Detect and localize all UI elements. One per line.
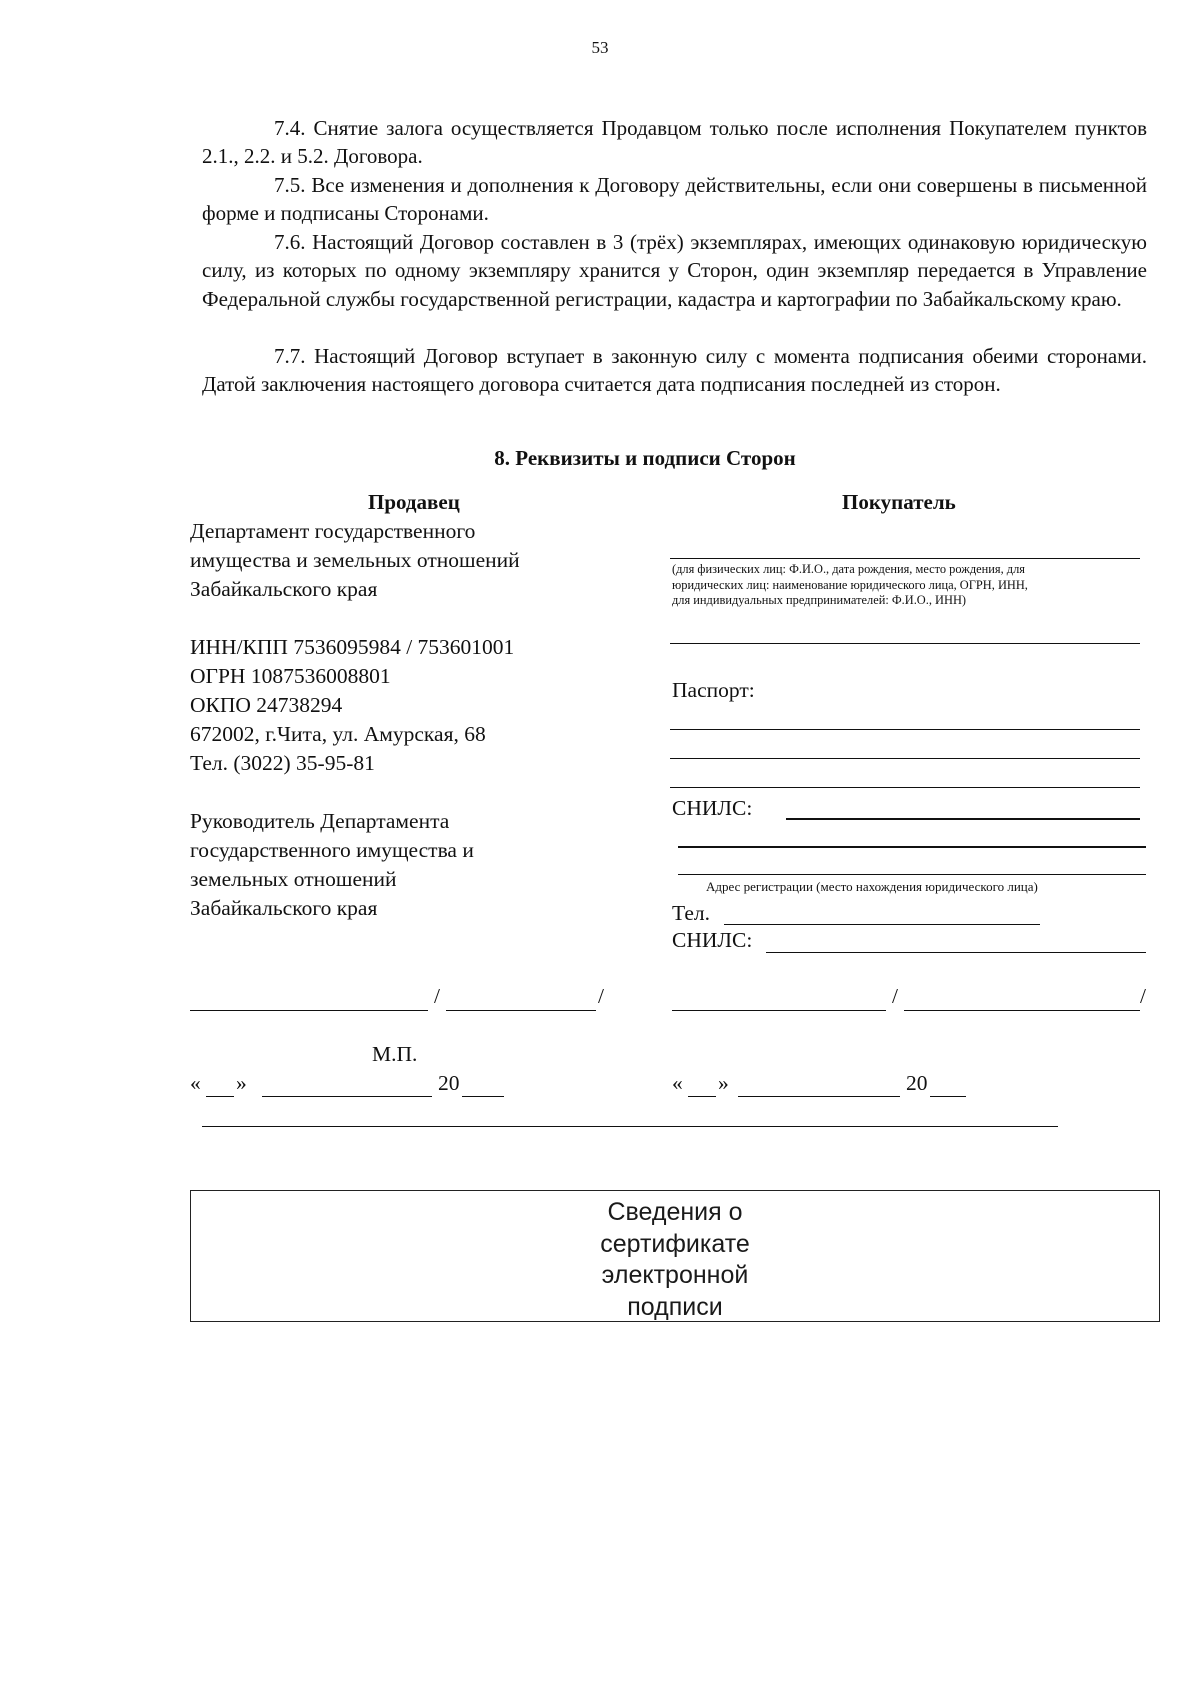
seller-date-open-quote: «: [190, 1071, 201, 1095]
seller-date-year-line: [462, 1096, 504, 1097]
buyer-snils-line-2: [766, 952, 1146, 953]
buyer-signature-slash-end: /: [1140, 984, 1146, 1008]
seller-org-line: имущества и земельных отношений: [190, 548, 520, 572]
seller-phone: Тел. (3022) 35-95-81: [190, 751, 375, 775]
buyer-address-hint: Адрес регистрации (место нахождения юридического лица): [706, 879, 1038, 894]
seller-name-line: [446, 1010, 596, 1011]
buyer-snils-line: [786, 818, 1140, 820]
separator-line: [202, 1126, 1058, 1127]
buyer-snils-label: СНИЛС:: [672, 796, 753, 820]
seller-org-line: Департамент государственного: [190, 519, 476, 543]
clause-7-7: 7.7. Настоящий Договор вступает в законную силу с момента подписания обеими сторонами. Датой заключения настоящего договора считается дата подписания последней из сторон.: [202, 344, 1147, 397]
buyer-date-close-quote: »: [718, 1071, 729, 1095]
seller-date-day-line: [206, 1096, 234, 1097]
buyer-date-day-line: [688, 1096, 716, 1097]
seller-signature-slash-end: /: [598, 984, 604, 1008]
buyer-passport-line: [670, 758, 1140, 759]
seller-heading: Продавец: [368, 490, 460, 514]
buyer-address-line: [678, 874, 1146, 875]
buyer-signature-line: [672, 1010, 886, 1011]
buyer-hint-line: (для физических лиц: Ф.И.О., дата рождения, место рождения, для: [672, 562, 1025, 576]
seller-address: 672002, г.Чита, ул. Амурская, 68: [190, 722, 486, 746]
certificate-line: подписи: [627, 1292, 723, 1321]
buyer-hint-line: для индивидуальных предпринимателей: Ф.И.О., ИНН): [672, 593, 967, 607]
buyer-date-month-line: [738, 1096, 900, 1097]
buyer-hint: [672, 562, 1028, 609]
seller-org-line: Забайкальского края: [190, 577, 378, 601]
seller-organization: [190, 517, 520, 604]
seller-signature-slash: /: [434, 984, 440, 1008]
buyer-name-line: [670, 558, 1140, 559]
seller-ogrn: ОГРН 1087536008801: [190, 664, 391, 688]
seal-placeholder: М.П.: [372, 1042, 418, 1066]
certificate-line: сертификате: [600, 1229, 750, 1258]
seller-head-line: Руководитель Департамента: [190, 809, 450, 833]
buyer-date-open-quote: «: [672, 1071, 683, 1095]
certificate-line: электронной: [601, 1261, 749, 1289]
seller-date-month-line: [262, 1096, 432, 1097]
buyer-passport-line: [670, 729, 1140, 730]
buyer-signature-slash: /: [892, 984, 898, 1008]
certificate-text: [191, 1197, 1159, 1323]
section-title: 8. Реквизиты и подписи Сторон: [494, 446, 796, 470]
seller-date-year: 20: [438, 1071, 460, 1095]
seller-head-title: [190, 807, 474, 923]
seller-head-line: земельных отношений: [190, 867, 397, 891]
certificate-box: [190, 1190, 1160, 1322]
seller-head-line: Забайкальского края: [190, 896, 378, 920]
buyer-date-year-line: [930, 1096, 966, 1097]
buyer-phone-line: [724, 924, 1040, 925]
buyer-heading: Покупатель: [842, 490, 956, 514]
certificate-line: Сведения о: [607, 1198, 743, 1226]
buyer-name-line-2: [904, 1010, 1140, 1011]
buyer-passport-label: Паспорт:: [672, 678, 755, 702]
clause-7-5: 7.5. Все изменения и дополнения к Договору действительны, если они совершены в письменной форме и подписаны Сторонами.: [202, 173, 1147, 226]
buyer-passport-line: [670, 787, 1140, 788]
seller-okpo: ОКПО 24738294: [190, 693, 343, 717]
page-number: 53: [591, 38, 609, 57]
clause-7-6: 7.6. Настоящий Договор составлен в 3 (трёх) экземплярах, имеющих одинаковую юридическую силу, из которых по одному экземпляру хранится у Сторон, один экземпляр передается в Управление Федеральной службы государственной регистрации, кадастра и картографии по Забайкальскому краю.: [202, 230, 1147, 311]
seller-date-close-quote: »: [236, 1071, 247, 1095]
seller-signature-line: [190, 1010, 428, 1011]
buyer-extra-line: [670, 643, 1140, 644]
buyer-hint-line: юридических лиц: наименование юридического лица, ОГРН, ИНН,: [672, 577, 1028, 592]
buyer-phone-label: Тел.: [672, 901, 710, 925]
clause-7-4: 7.4. Снятие залога осуществляется Продавцом только после исполнения Покупателем пунктов 2.1., 2.2. и 5.2. Договора.: [202, 116, 1147, 169]
buyer-snils-label-2: СНИЛС:: [672, 928, 753, 952]
buyer-date-year: 20: [906, 1071, 928, 1095]
buyer-address-line: [678, 846, 1146, 848]
seller-inn-kpp: ИНН/КПП 7536095984 / 753601001: [190, 635, 515, 659]
seller-details: [190, 633, 514, 778]
seller-head-line: государственного имущества и: [190, 838, 474, 862]
